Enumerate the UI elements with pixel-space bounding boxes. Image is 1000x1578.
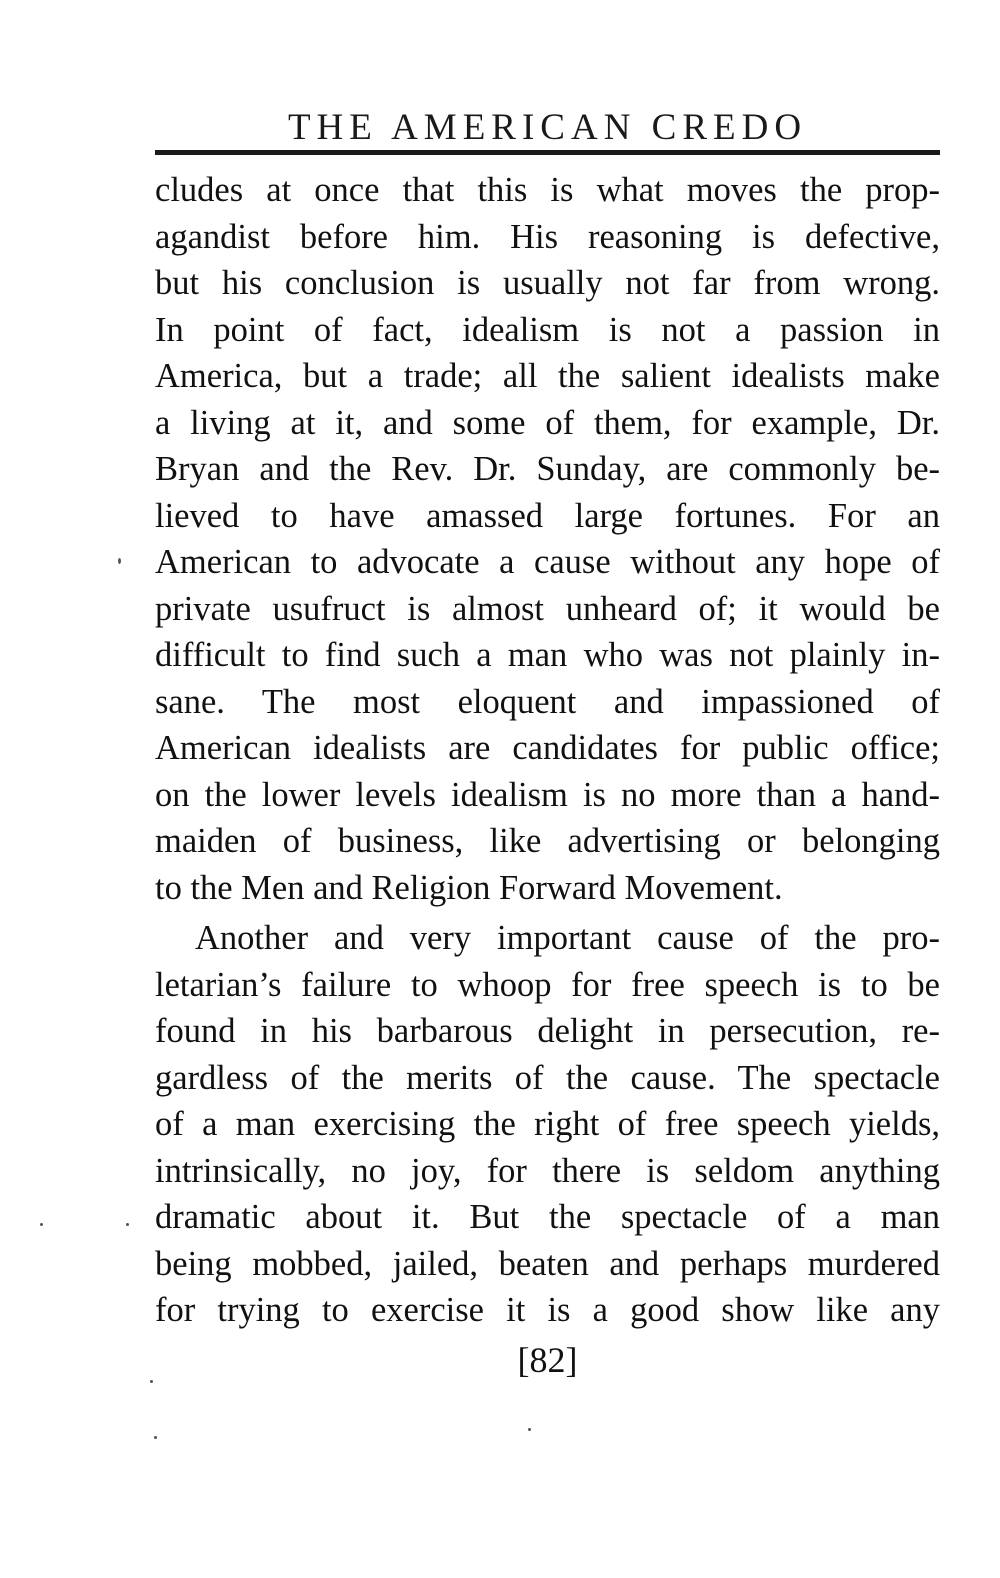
scan-speck [40,1223,43,1226]
text-line: dramatic about it. But the spectacle of a man [155,1198,940,1236]
text-line: American idealists are candidates for public office; [155,729,940,767]
text-line: difficult to find such a man who was not plainly in- [155,636,940,674]
text-line: maiden of business, like advertising or belonging [155,822,940,860]
text-line: but his conclusion is usually not far from wrong. [155,264,940,302]
text-line: cludes at once that this is what moves the prop- [155,171,940,209]
header-rule [155,150,940,155]
text-line: private usufruct is almost unheard of; it would be [155,589,940,628]
text-line: letarian’s failure to whoop for free speech is to be [155,965,940,1004]
scan-speck [118,558,121,564]
text-line: on the lower levels idealism is no more than a hand- [155,775,940,814]
text-line: Bryan and the Rev. Dr. Sunday, are commonly be- [155,450,940,488]
text-line: Another and very important cause of the pro- [195,919,940,957]
text-line: sane. The most eloquent and impassioned of [155,682,940,721]
scan-speck [154,1436,157,1439]
page-number: [82] [517,1340,578,1380]
text-line: agandist before him. His reasoning is defective, [155,217,940,256]
text-line: gardless of the merits of the cause. The spectacle [155,1058,940,1097]
running-title: THE AMERICAN CREDO [287,107,808,148]
scan-speck [150,1380,153,1383]
text-line: lieved to have amassed large fortunes. For an [155,496,940,535]
text-line: being mobbed, jailed, beaten and perhaps murdered [155,1244,940,1283]
text-line: intrinsically, no joy, for there is seldom anything [155,1151,940,1190]
text-line: of a man exercising the right of free speech yields, [155,1105,940,1143]
paragraph [155,915,940,1334]
text-line: found in his barbarous delight in persecution, re- [155,1012,940,1050]
scan-speck [126,1223,129,1226]
paragraph [155,167,940,911]
text-line: to the Men and Religion Forward Movement. [155,868,783,907]
text-line: America, but a trade; all the salient idealists make [155,357,940,395]
text-line: American to advocate a cause without any hope of [155,543,940,581]
text-line: for trying to exercise it is a good show like any [155,1291,940,1329]
scan-speck [528,1428,531,1431]
body-text [155,167,940,1334]
text-line: a living at it, and some of them, for example, Dr. [155,403,940,442]
text-line: In point of fact, idealism is not a passion in [155,310,940,349]
